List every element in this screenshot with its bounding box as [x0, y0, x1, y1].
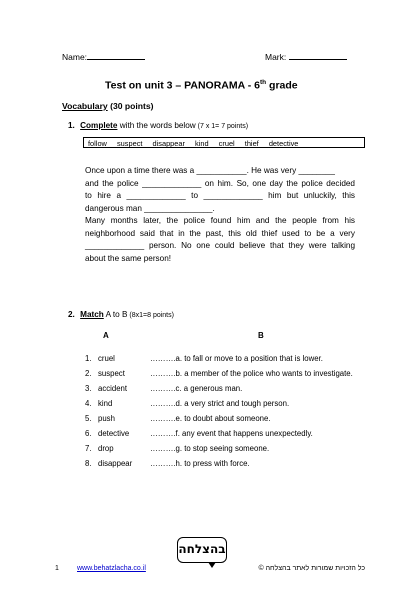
match-definition: ……….d. a very strict and tough person. — [150, 399, 290, 408]
match-number: 7. — [85, 444, 92, 453]
match-number: 1. — [85, 354, 92, 363]
name-field — [62, 52, 145, 62]
name-label: Name: — [62, 52, 88, 62]
word-bank-item: cruel — [218, 139, 235, 148]
question-2-text: A to B — [103, 310, 128, 319]
copyright-text: כל הזכויות שמורות לאתר בהצלחה © — [258, 565, 365, 572]
site-link[interactable]: www.behatzlacha.co.il — [77, 565, 146, 572]
match-row — [85, 459, 250, 468]
match-definition: ……….c. a generous man. — [150, 384, 243, 393]
match-row — [85, 444, 269, 453]
cloze-line: Once upon a time there was a ___________. He was very ________ — [85, 166, 335, 175]
match-word: accident — [98, 384, 128, 393]
column-b-header: B — [258, 331, 264, 340]
mark-field — [265, 52, 347, 62]
match-definition: ……….a. to fall or move to a position that is lower. — [150, 354, 323, 363]
match-row — [85, 384, 242, 393]
title-sup: th — [259, 79, 267, 86]
name-blank — [87, 59, 145, 60]
question-2-scoring: (8x1=8 points) — [127, 312, 174, 319]
page-title — [105, 79, 298, 92]
match-word: push — [98, 414, 115, 423]
section-points: (30 points) — [107, 101, 154, 111]
page-number: 1 — [55, 565, 59, 572]
match-word: cruel — [98, 354, 115, 363]
cloze-line: neighborhood said that in the past, this old thief used to be a very — [85, 228, 355, 238]
match-row — [85, 369, 353, 378]
word-bank-item: suspect — [116, 139, 143, 148]
section-heading-label: Vocabulary — [62, 101, 108, 111]
word-bank-item: kind — [195, 139, 209, 148]
cloze-line: about the same person! — [85, 253, 172, 263]
question-2-keyword: Match — [80, 310, 104, 319]
match-row — [85, 414, 271, 423]
word-bank-item: disappear — [152, 139, 185, 148]
cloze-paragraph — [85, 165, 355, 265]
match-word: kind — [98, 399, 113, 408]
match-definition: ……….g. to stop seeing someone. — [150, 444, 270, 453]
question-1-keyword: Complete — [80, 121, 118, 130]
match-number: 2. — [85, 369, 92, 378]
match-word: disappear — [98, 459, 133, 468]
mark-label: Mark: — [265, 52, 287, 62]
match-number: 4. — [85, 399, 92, 408]
logo: בהצלחה — [177, 537, 227, 563]
match-row — [85, 429, 313, 438]
cloze-line: Many months later, the police found him and the people from his — [85, 216, 355, 225]
cloze-line: to hire a _____________ to _____________ him but unluckily, this — [85, 191, 355, 200]
title-end: grade — [266, 79, 298, 92]
match-definition: ……….f. any event that happens unexpectedly. — [150, 429, 313, 438]
match-word: drop — [98, 444, 114, 453]
match-definition: ……….b. a member of the police who wants to investigate. — [150, 369, 353, 378]
match-word: suspect — [98, 369, 125, 378]
match-row — [85, 399, 289, 408]
match-row — [85, 354, 323, 363]
question-1-heading — [68, 121, 248, 130]
question-2-number: 2. — [68, 310, 75, 319]
column-a-header: A — [103, 331, 109, 340]
cloze-line: dangerous man _______________. — [85, 203, 215, 213]
match-number: 5. — [85, 414, 92, 423]
word-bank-item: follow — [88, 139, 107, 148]
title-main: Test on unit 3 – PANORAMA - 6 — [105, 79, 260, 92]
match-definition: ……….h. to press with force. — [150, 459, 250, 468]
match-definition: ……….e. to doubt about someone. — [150, 414, 271, 423]
match-word: detective — [98, 429, 130, 438]
word-bank-item: detective — [268, 139, 299, 148]
section-heading — [62, 101, 154, 111]
question-1-scoring: (7 x 1= 7 points) — [195, 123, 249, 130]
match-number: 6. — [85, 429, 92, 438]
question-1-number: 1. — [68, 121, 75, 130]
question-2-heading — [68, 310, 174, 319]
match-number: 3. — [85, 384, 92, 393]
match-number: 8. — [85, 459, 92, 468]
word-bank-item: thief — [244, 139, 259, 148]
cloze-line: and the police _____________ on him. So, one day the police decided — [85, 178, 355, 188]
word-bank — [83, 137, 365, 148]
mark-blank — [289, 59, 347, 60]
cloze-line: _____________ person. No one could believe that they were talking — [85, 241, 355, 250]
question-1-text: with the words below — [117, 121, 196, 130]
